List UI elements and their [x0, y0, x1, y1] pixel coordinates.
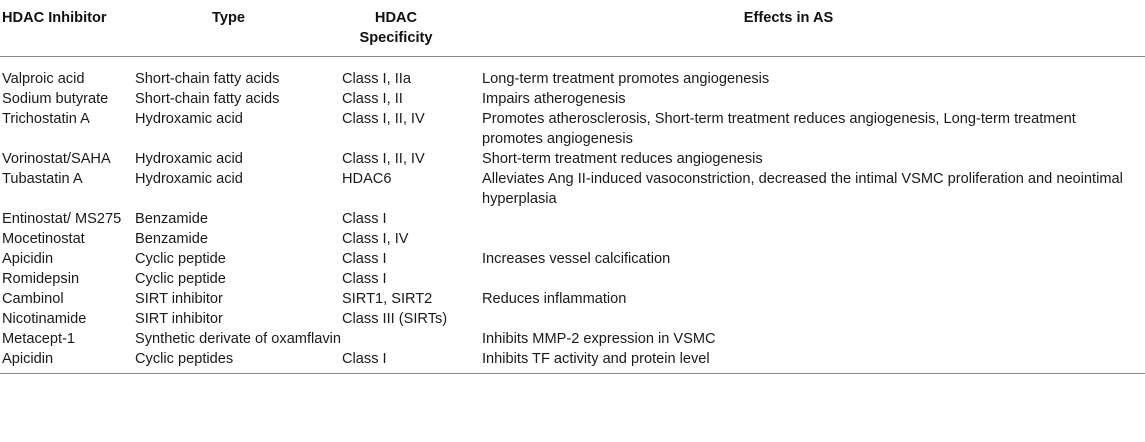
cell-type: Hydroxamic acid — [135, 150, 243, 167]
cell-specificity: Class I, IV — [342, 230, 409, 247]
cell-inhibitor: Trichostatin A — [2, 110, 90, 127]
table-row — [0, 349, 1145, 373]
table-row — [0, 229, 1145, 249]
table-row — [0, 289, 1145, 309]
cell-type: Synthetic derivate of oxamflavin — [135, 330, 342, 347]
cell-inhibitor: Vorinostat/SAHA — [2, 150, 111, 167]
cell-type: Cyclic peptides — [135, 350, 234, 367]
cell-inhibitor: Mocetinostat — [2, 230, 85, 247]
cell-inhibitor: Sodium butyrate — [2, 90, 109, 107]
cell-specificity: Class I — [342, 210, 387, 227]
cell-inhibitor: Romidepsin — [2, 270, 80, 287]
cell-type: Benzamide — [135, 210, 209, 227]
cell-type: Cyclic peptide — [135, 270, 226, 287]
table-body — [0, 56, 1145, 373]
header-specificity — [342, 0, 482, 56]
cell-effects: Inhibits TF activity and protein level — [482, 350, 710, 367]
cell-effects: Short-term treatment reduces angiogenesis — [482, 150, 763, 167]
cell-type: Short-chain fatty acids — [135, 90, 280, 107]
cell-specificity: SIRT1, SIRT2 — [342, 290, 433, 307]
cell-type: Hydroxamic acid — [135, 170, 243, 187]
cell-effects: Long-term treatment promotes angiogenesis — [482, 70, 770, 87]
cell-effects: Increases vessel calcification — [482, 250, 671, 267]
table-row — [0, 109, 1145, 149]
cell-specificity: Class I — [342, 350, 387, 367]
table-row — [0, 209, 1145, 229]
cell-inhibitor: Nicotinamide — [2, 310, 87, 327]
cell-specificity: Class I — [342, 270, 387, 287]
cell-type: SIRT inhibitor — [135, 290, 223, 307]
cell-specificity: Class I, II, IV — [342, 110, 425, 127]
cell-specificity: Class III (SIRTs) — [342, 310, 448, 327]
cell-specificity: HDAC6 — [342, 170, 392, 187]
cell-effects: Alleviates Ang II-induced vasoconstriction, decreased the intimal VSMC proliferation and neointimal hyperplasia — [482, 170, 1123, 207]
header-specificity-line2: Specificity — [359, 30, 433, 46]
cell-inhibitor: Apicidin — [2, 250, 54, 267]
cell-effects: Reduces inflammation — [482, 290, 627, 307]
cell-effects — [482, 209, 1145, 229]
cell-type: Short-chain fatty acids — [135, 70, 280, 87]
table-row — [0, 56, 1145, 89]
table-row — [0, 309, 1145, 329]
cell-type: Benzamide — [135, 230, 209, 247]
cell-inhibitor: Cambinol — [2, 290, 64, 307]
table-row — [0, 269, 1145, 289]
cell-inhibitor: Metacept-1 — [2, 330, 76, 347]
cell-effects — [482, 309, 1145, 329]
cell-type: SIRT inhibitor — [135, 310, 223, 327]
cell-effects — [482, 269, 1145, 289]
header-effects: Effects in AS — [482, 0, 1145, 56]
cell-specificity: Class I — [342, 250, 387, 267]
cell-type: Hydroxamic acid — [135, 110, 243, 127]
cell-effects: Inhibits MMP-2 expression in VSMC — [482, 330, 716, 347]
table-row — [0, 329, 1145, 349]
cell-specificity: Class I, IIa — [342, 70, 411, 87]
table-row — [0, 89, 1145, 109]
header-type: Type — [135, 0, 342, 56]
cell-inhibitor: Valproic acid — [2, 70, 85, 87]
cell-effects: Promotes atherosclerosis, Short-term treatment reduces angiogenesis, Long-term treatment promotes angiogenesis — [482, 110, 1076, 147]
header-row — [0, 0, 1145, 56]
header-inhibitor: HDAC Inhibitor — [0, 0, 135, 56]
cell-specificity: Class I, II, IV — [342, 150, 425, 167]
table-bottom-rule — [0, 373, 1145, 374]
table-header — [0, 0, 1145, 56]
table-row — [0, 169, 1145, 209]
cell-specificity — [342, 329, 482, 349]
cell-effects — [482, 229, 1145, 249]
table-row — [0, 149, 1145, 169]
cell-effects: Impairs atherogenesis — [482, 90, 626, 107]
cell-inhibitor: Entinostat/ MS275 — [2, 210, 122, 227]
cell-inhibitor: Tubastatin A — [2, 170, 83, 187]
table-row — [0, 249, 1145, 269]
header-specificity-line1: HDAC — [374, 10, 418, 26]
cell-specificity: Class I, II — [342, 90, 403, 107]
cell-inhibitor: Apicidin — [2, 350, 54, 367]
cell-type: Cyclic peptide — [135, 250, 226, 267]
